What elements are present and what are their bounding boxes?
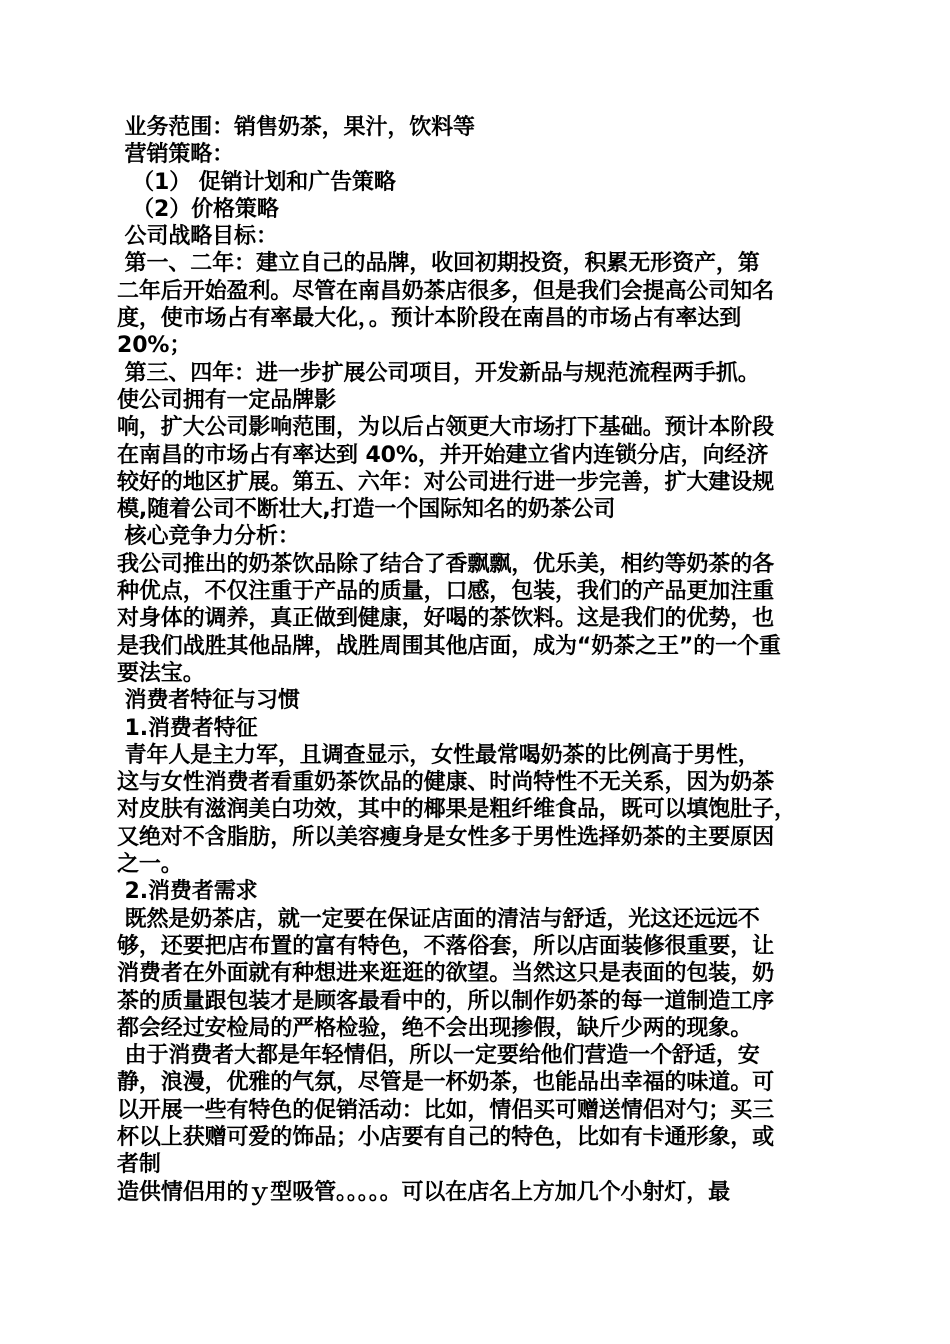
text-line: 第一、二年：建立自己的品牌，收回初期投资，积累无形资产，第	[117, 251, 760, 277]
document-page	[117, 114, 847, 1206]
text-line: 消费者特征与习惯	[117, 688, 300, 714]
text-line: 1.消费者特征	[117, 715, 258, 741]
text-line: 青年人是主力军，且调查显示，女性最常喝奶茶的比例高于男性，	[117, 742, 760, 768]
text-line: 够，还要把店布置的富有特色，不落俗套，所以店面装修很重要，让	[117, 933, 775, 959]
text-line: 这与女性消费者看重奶茶饮品的健康、时尚特性不无关系，因为奶茶	[117, 770, 775, 796]
text-line: （2）价格策略	[117, 196, 279, 222]
text-line: 模,随着公司不断壮大,打造一个国际知名的奶茶公司	[117, 497, 616, 523]
text-line: 业务范围：销售奶茶，果汁，饮料等	[117, 115, 475, 140]
text-line: 种优点，不仅注重于产品的质量，口感，包装，我们的产品更加注重	[117, 579, 775, 605]
text-line: 第三、四年：进一步扩展公司项目，开发新品与规范流程两手抓。	[117, 360, 760, 386]
text-line: 消费者在外面就有种想进来逛逛的欲望。当然这只是表面的包装，奶	[117, 961, 775, 987]
text-line: 使公司拥有一定品牌影	[117, 387, 337, 413]
text-line: 度，使市场占有率最大化，。预计本阶段在南昌的市场占有率达到	[117, 306, 742, 332]
text-line: 20%；	[117, 333, 192, 359]
text-line: 之一。	[117, 852, 183, 878]
text-line: 我公司推出的奶茶饮品除了结合了香飘飘，优乐美，相约等奶茶的各	[117, 551, 775, 577]
text-line: 在南昌的市场占有率达到 40%，并开始建立省内连锁分店，向经济	[117, 442, 769, 468]
text-line: 既然是奶茶店，就一定要在保证店面的清洁与舒适，光这还远远不	[117, 906, 760, 932]
text-line: 茶的质量跟包装才是顾客最看中的，所以制作奶茶的每一道制造工序	[117, 988, 775, 1014]
text-line: 造供情侣用的ｙ型吸管。。。。。可以在店名上方加几个小射灯，最	[117, 1179, 731, 1205]
text-line: 要法宝。	[117, 660, 205, 686]
text-line: 响，扩大公司影响范围，为以后占领更大市场打下基础。预计本阶段	[117, 415, 775, 441]
text-line: 者制	[117, 1152, 161, 1178]
text-line: 公司战略目标：	[117, 224, 278, 250]
text-line: 二年后开始盈利。尽管在南昌奶茶店很多，但是我们会提高公司知名	[117, 278, 775, 304]
text-line: 对皮肤有滋润美白功效，其中的椰果是粗纤维食品，既可以填饱肚子，	[117, 797, 796, 823]
text-line: 2.消费者需求	[117, 879, 258, 905]
text-line: 较好的地区扩展。第五、六年：对公司进行进一步完善，扩大建设规	[117, 469, 775, 495]
text-line: （1） 促销计划和广告策略	[117, 169, 396, 195]
text-line: 核心竞争力分析：	[117, 524, 300, 550]
text-line: 杯以上获赠可爱的饰品；小店要有自己的特色，比如有卡通形象，或	[117, 1124, 775, 1150]
text-line: 以开展一些有特色的促销活动：比如，情侣买可赠送情侣对勺；买三	[117, 1097, 775, 1123]
text-line: 是我们战胜其他品牌，战胜周围其他店面，成为“奶茶之王”的一个重	[117, 633, 781, 659]
text-line: 对身体的调养，真正做到健康，好喝的茶饮料。这是我们的优势，也	[117, 606, 775, 632]
text-line: 由于消费者大都是年轻情侣，所以一定要给他们营造一个舒适，安	[117, 1043, 760, 1069]
text-line: 又绝对不含脂肪，所以美容瘦身是女性多于男性选择奶茶的主要原因	[117, 824, 775, 850]
text-line: 营销策略：	[117, 142, 235, 168]
text-line: 静，浪漫，优雅的气氛，尽管是一杯奶茶，也能品出幸福的味道。可	[117, 1070, 775, 1096]
text-line: 都会经过安检局的严格检验，绝不会出现掺假，缺斤少两的现象。	[117, 1015, 753, 1041]
